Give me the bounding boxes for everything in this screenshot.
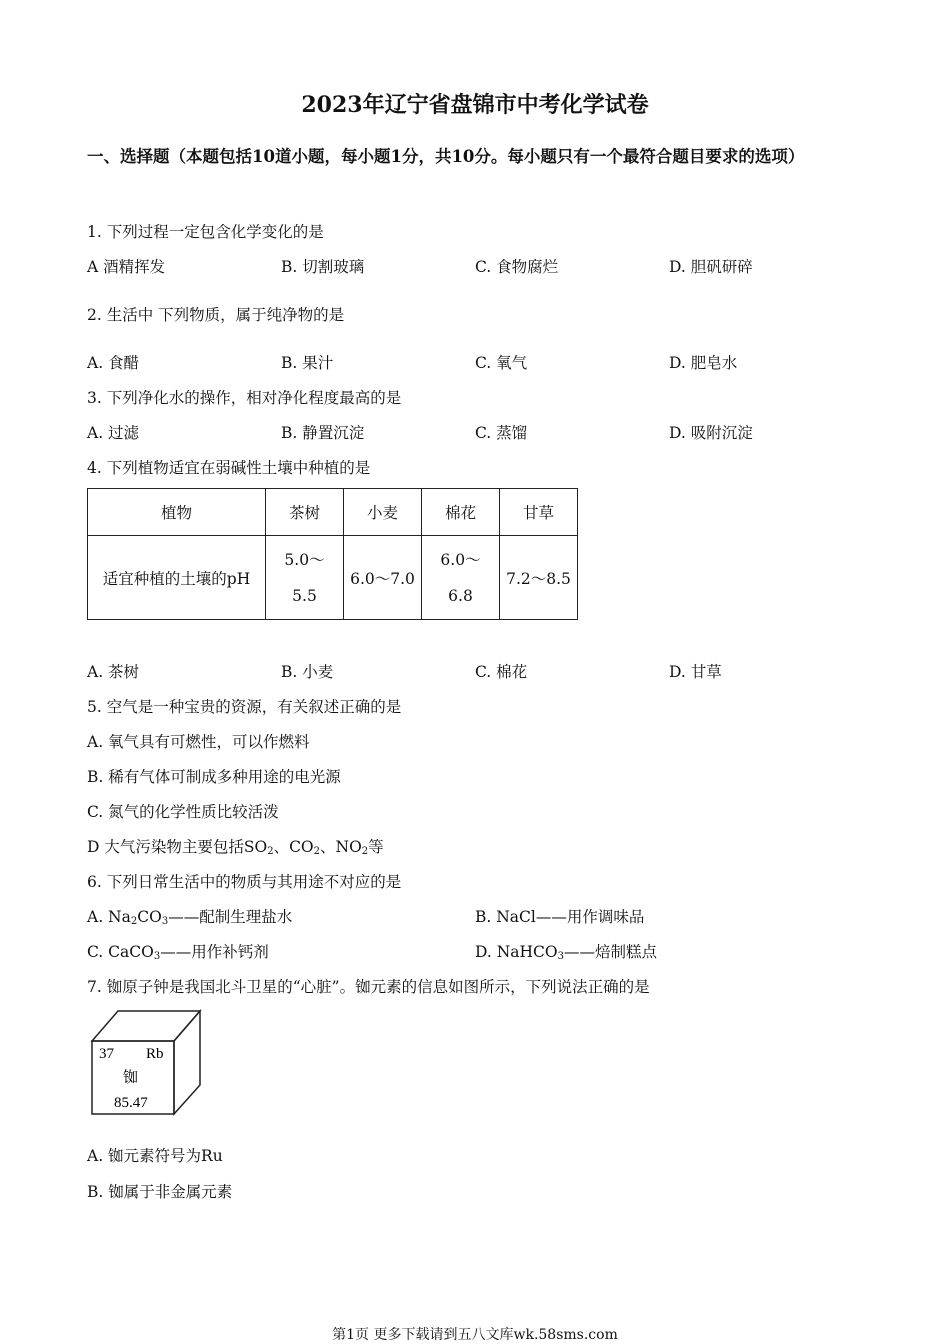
q5-option-c: C. 氮气的化学性质比较活泼 [87,803,279,821]
table-cell: 6.0～7.0 [344,536,422,620]
question-6-stem: 6. 下列日常生活中的物质与其用途不对应的是 [87,873,402,891]
table-header-cell: 茶树 [266,489,344,536]
table-header-cell: 植物 [88,489,266,536]
q1-option-b: B. 切割玻璃 [281,258,365,276]
q3-option-d: D. 吸附沉淀 [669,424,753,442]
page-footer: 第1页 更多下载请到五八文库wk.58sms.com [332,1327,618,1343]
subscript: 3 [161,916,169,927]
text-fragment: ——配制生理盐水 [168,908,293,926]
text-fragment: 、NO [320,838,362,856]
atomic-mass: 85.47 [114,1095,148,1111]
text-fragment: ——焙制糕点 [564,943,658,961]
question-4-stem: 4. 下列植物适宜在弱碱性土壤中种植的是 [87,459,371,477]
cell-line: 5.5 [292,586,317,605]
text-fragment: ——用作补钙剂 [160,943,269,961]
q3-option-c: C. 蒸馏 [475,424,528,442]
q7-option-b: B. 铷属于非金属元素 [87,1183,233,1201]
subscript: 3 [153,951,161,962]
soil-ph-table [87,488,578,620]
q3-option-a: A. 过滤 [87,424,140,442]
page-title: 2023年辽宁省盘锦市中考化学试卷 [301,92,649,118]
subscript: 2 [130,916,138,927]
q7-option-a: A. 铷元素符号为Ru [87,1147,223,1165]
atomic-number: 37 [99,1046,114,1062]
subscript: 2 [267,846,274,857]
q6-option-b: B. NaCl——用作调味品 [475,908,645,926]
question-3-stem: 3. 下列净化水的操作，相对净化程度最高的是 [87,389,402,407]
cell-line: 6.0～ [440,550,481,569]
q1-option-c: C. 食物腐烂 [475,258,559,276]
q2-option-b: B. 果汁 [281,354,334,372]
text-fragment: 、CO [273,838,314,856]
q5-option-a: A. 氧气具有可燃性，可以作燃料 [87,733,310,751]
element-symbol: Rb [146,1046,164,1062]
q4-option-a: A. 茶树 [87,663,140,681]
cube-side-face [174,1011,200,1114]
q1-option-d: D. 胆矾研碎 [669,258,753,276]
text-fragment: D. NaHCO [475,943,558,961]
table-header-cell: 甘草 [500,489,578,536]
table-row-label: 适宜种植的土壤的pH [88,536,266,620]
q4-option-c: C. 棉花 [475,663,528,681]
question-7-stem: 7. 铷原子钟是我国北斗卫星的“心脏”。铷元素的信息如图所示，下列说法正确的是 [87,978,650,996]
table-row [88,536,578,620]
question-2-stem: 2. 生活中 下列物质，属于纯净物的是 [87,306,345,324]
table-header-cell: 棉花 [422,489,500,536]
cell-line: 6.8 [448,586,473,605]
section-heading: 一、选择题（本题包括10道小题，每小题1分，共10分。每小题只有一个最符合题目要求的选项） [87,147,805,166]
subscript: 2 [313,846,321,857]
table-cell: 7.2～8.5 [500,536,578,620]
q1-option-a: A 酒精挥发 [87,258,166,276]
text-fragment: A. Na [87,908,131,926]
q5-option-b: B. 稀有气体可制成多种用途的电光源 [87,768,341,786]
rubidium-element-cube [85,1008,203,1118]
table-cell [266,536,344,620]
q5-option-d [87,835,384,857]
q3-option-b: B. 静置沉淀 [281,424,365,442]
q6-option-d [475,940,657,962]
q4-option-b: B. 小麦 [281,663,334,681]
q4-option-d: D. 甘草 [669,663,722,681]
cell-line: 5.0～ [284,550,325,569]
question-5-stem: 5. 空气是一种宝贵的资源，有关叙述正确的是 [87,698,402,716]
text-fragment: 等 [368,838,384,856]
q2-option-c: C. 氧气 [475,354,528,372]
cube-top-face [92,1011,200,1041]
subscript: 2 [361,846,369,857]
table-cell [422,536,500,620]
q6-option-c [87,940,269,962]
q6-option-a [87,905,292,927]
subscript: 3 [557,951,564,962]
q2-option-a: A. 食醋 [87,354,140,372]
text-fragment: C. CaCO [87,943,154,961]
table-header-cell: 小麦 [344,489,422,536]
text-fragment: D 大气污染物主要包括SO [87,838,268,856]
question-1-stem: 1. 下列过程一定包含化学变化的是 [87,223,324,241]
table-header-row [88,489,578,536]
element-name: 铷 [123,1068,139,1086]
q2-option-d: D. 肥皂水 [669,354,738,372]
text-fragment: CO [137,908,162,926]
